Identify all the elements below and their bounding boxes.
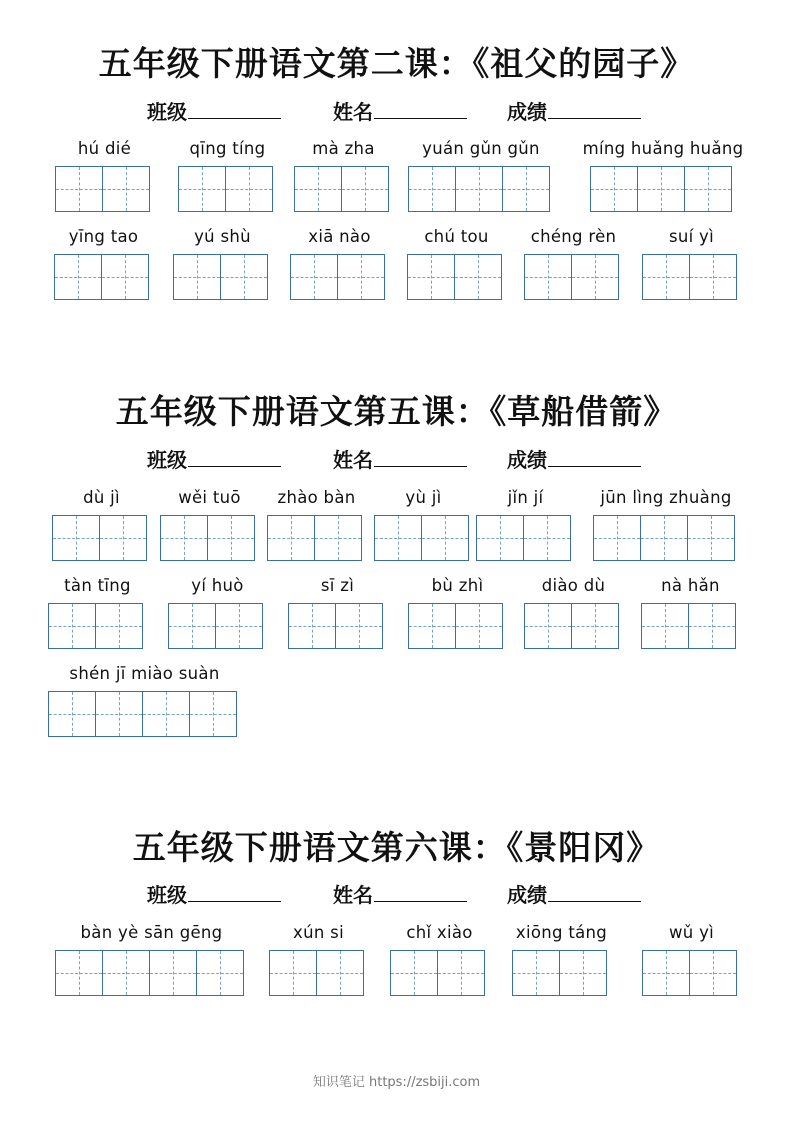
pinyin-label: chéng rèn [530,227,617,246]
pinyin-label: tàn tīng [64,576,131,595]
class-label: 班级 [147,883,187,907]
writing-box[interactable] [593,515,641,561]
writing-box[interactable] [374,515,422,561]
writing-boxes [390,950,485,996]
writing-boxes [288,603,383,649]
writing-boxes [267,515,362,561]
writing-boxes [642,254,737,300]
name-field[interactable] [333,444,467,473]
writing-box[interactable] [335,603,383,649]
writing-box[interactable] [52,515,100,561]
writing-boxes [54,254,149,300]
name-label: 姓名 [333,100,373,124]
class-label: 班级 [147,100,187,124]
writing-box[interactable] [288,603,336,649]
score-blank[interactable] [548,465,641,467]
writing-boxes [168,603,263,649]
score-field[interactable] [507,444,641,473]
name-label: 姓名 [333,883,373,907]
writing-boxes [524,254,619,300]
writing-boxes [178,166,273,212]
pinyin-label: hú dié [77,139,132,158]
writing-box[interactable] [523,515,571,561]
writing-boxes [408,166,550,212]
writing-boxes [269,950,364,996]
class-field[interactable] [147,879,281,908]
writing-boxes [408,603,503,649]
writing-box[interactable] [687,515,735,561]
pinyin-label: jūn lìng zhuàng [600,488,732,507]
writing-box[interactable] [559,950,607,996]
class-field[interactable] [147,444,281,473]
student-info-row [0,444,793,474]
writing-box[interactable] [142,691,190,737]
writing-box[interactable] [95,603,143,649]
writing-box[interactable] [642,254,690,300]
pinyin-label: dù jì [83,488,120,507]
class-label: 班级 [147,448,187,472]
writing-box[interactable] [99,515,147,561]
pinyin-label: jǐn jí [507,488,544,507]
writing-box[interactable] [455,603,503,649]
pinyin-label: yí huò [191,576,244,595]
pinyin-label: yú shù [194,227,251,246]
pinyin-label: sī zì [320,576,355,595]
writing-boxes [407,254,502,300]
class-blank[interactable] [188,465,281,467]
pinyin-label: qīng tíng [189,139,266,158]
name-blank[interactable] [374,465,467,467]
score-label: 成绩 [507,883,547,907]
writing-box[interactable] [421,515,469,561]
writing-boxes [55,166,150,212]
writing-box[interactable] [407,254,455,300]
writing-box[interactable] [316,950,364,996]
writing-box[interactable] [225,166,273,212]
score-field[interactable] [507,879,641,908]
section-title: 五年级下册语文第六课：《景阳冈》 [132,828,661,867]
writing-box[interactable] [571,603,619,649]
writing-box[interactable] [590,166,638,212]
class-blank[interactable] [188,117,281,119]
writing-box[interactable] [168,603,216,649]
writing-boxes [52,515,147,561]
pinyin-label: chǐ xiào [406,923,473,942]
pinyin-label: chú tou [424,227,489,246]
writing-boxes [290,254,385,300]
writing-boxes [55,950,244,996]
writing-boxes [593,515,735,561]
name-blank[interactable] [374,900,467,902]
writing-box[interactable] [55,950,103,996]
writing-boxes [642,950,737,996]
writing-box[interactable] [220,254,268,300]
writing-box[interactable] [640,515,688,561]
pinyin-label: suí yì [668,227,715,246]
section-title: 五年级下册语文第二课：《祖父的园子》 [98,44,695,83]
writing-boxes [48,603,143,649]
pinyin-label: diào dù [541,576,606,595]
writing-box[interactable] [689,254,737,300]
writing-box[interactable] [101,254,149,300]
writing-box[interactable] [269,950,317,996]
writing-box[interactable] [207,515,255,561]
writing-box[interactable] [689,950,737,996]
score-label: 成绩 [507,100,547,124]
pinyin-label: bù zhì [431,576,484,595]
writing-box[interactable] [476,515,524,561]
writing-boxes [641,603,736,649]
pinyin-label: mà zha [312,139,375,158]
writing-box[interactable] [196,950,244,996]
pinyin-label: nà hǎn [661,576,720,595]
writing-box[interactable] [437,950,485,996]
writing-boxes [476,515,571,561]
pinyin-label: yù jì [405,488,442,507]
writing-box[interactable] [48,691,96,737]
writing-boxes [524,603,619,649]
writing-box[interactable] [524,254,572,300]
pinyin-label: xún si [293,923,344,942]
writing-boxes [160,515,255,561]
writing-box[interactable] [641,603,689,649]
pinyin-label: zhào bàn [277,488,356,507]
writing-box[interactable] [341,166,389,212]
footer-watermark: 知识笔记 https://zsbiji.com [312,1075,481,1090]
pinyin-label: bàn yè sān gēng [80,923,223,942]
writing-box[interactable] [189,691,237,737]
pinyin-label: yīng tao [68,227,139,246]
pinyin-label: wěi tuō [178,488,241,507]
score-field[interactable] [507,96,641,125]
writing-box[interactable] [55,166,103,212]
writing-boxes [294,166,389,212]
name-field[interactable] [333,879,467,908]
writing-box[interactable] [524,603,572,649]
section-title: 五年级下册语文第五课：《草船借箭》 [115,392,678,431]
writing-box[interactable] [95,691,143,737]
class-field[interactable] [147,96,281,125]
writing-box[interactable] [642,950,690,996]
writing-box[interactable] [102,950,150,996]
writing-box[interactable] [688,603,736,649]
name-blank[interactable] [374,117,467,119]
writing-box[interactable] [48,603,96,649]
writing-box[interactable] [215,603,263,649]
writing-box[interactable] [314,515,362,561]
writing-box[interactable] [408,603,456,649]
student-info-row [0,96,793,126]
class-blank[interactable] [188,900,281,902]
writing-boxes [374,515,469,561]
pinyin-label: xiā nào [308,227,371,246]
name-label: 姓名 [333,448,373,472]
writing-boxes [512,950,607,996]
writing-box[interactable] [102,166,150,212]
writing-box[interactable] [160,515,208,561]
writing-boxes [48,691,237,737]
writing-box[interactable] [390,950,438,996]
writing-box[interactable] [455,166,503,212]
writing-box[interactable] [290,254,338,300]
score-blank[interactable] [548,900,641,902]
writing-box[interactable] [512,950,560,996]
score-blank[interactable] [548,117,641,119]
writing-box[interactable] [337,254,385,300]
writing-box[interactable] [178,166,226,212]
writing-box[interactable] [294,166,342,212]
writing-boxes [173,254,268,300]
writing-box[interactable] [684,166,732,212]
writing-box[interactable] [54,254,102,300]
writing-boxes [590,166,732,212]
pinyin-label: wǔ yì [668,923,715,942]
score-label: 成绩 [507,448,547,472]
pinyin-label: yuán gǔn gǔn [422,139,540,158]
pinyin-label: xiōng táng [515,923,608,942]
writing-box[interactable] [149,950,197,996]
pinyin-label: míng huǎng huǎng [582,139,744,158]
writing-box[interactable] [637,166,685,212]
writing-box[interactable] [173,254,221,300]
pinyin-label: shén jī miào suàn [69,664,220,683]
writing-box[interactable] [454,254,502,300]
writing-box[interactable] [267,515,315,561]
writing-box[interactable] [571,254,619,300]
name-field[interactable] [333,96,467,125]
writing-box[interactable] [408,166,456,212]
student-info-row [0,879,793,909]
writing-box[interactable] [502,166,550,212]
